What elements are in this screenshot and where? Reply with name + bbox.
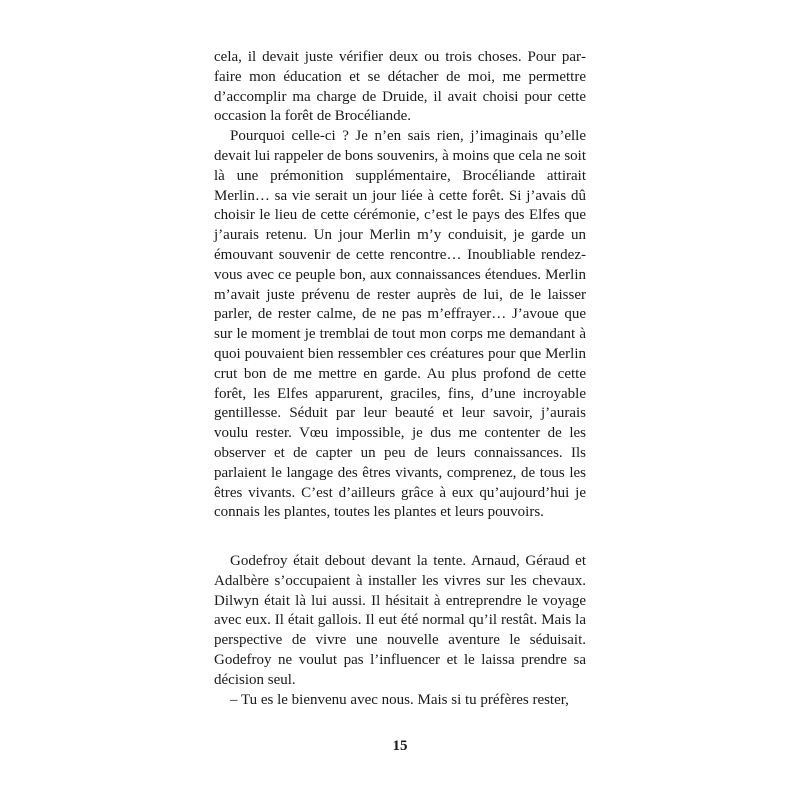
page-number: 15 (392, 738, 408, 754)
paragraph: Godefroy était debout devant la tente. Arnaud, Géraud et Adalbère s’occupaient à installer les vivres sur les chevaux. Dilwyn était là lui aussi. Il hésitait à entreprendre le voyage avec eux. Il était gallois. Il eut été normal qu’il restât. Mais la perspective de vivre une nouvelle aventure le séduisait. Godefroy ne voulut pas l’influencer et le laissa prendre sa décision seul. (214, 553, 586, 688)
text-section-1 (214, 48, 586, 523)
paragraph: Pourquoi celle-ci ? Je n’en sais rien, j’imaginais qu’elle devait lui rappeler de bons souvenirs, à moins que cela ne soit là une prémonition supplémentaire, Brocéliande attirait Merlin… sa vie serait un jour liée à cette forêt. Si j’avais dû choisir le lieu de cette cérémonie, c’est le pays des Elfes que j’aurais retenu. Un jour Merlin m’y conduisit, je garde un émouvant souvenir de cette rencontre… Inoubliable rendez-vous avec ce peuple bon, aux connaissances étendues. Merlin m’avait juste prévenu de rester auprès de lui, de le laisser parler, de rester calme, de ne pas m’effrayer… J’avoue que sur le moment je tremblai de tout mon corps me demandant à quoi pouvaient bien ressembler ces créatures pour que Merlin crut bon de me mettre en garde. Au plus profond de cette forêt, les Elfes apparurent, graciles, fins, d’une incroyable gentillesse. Séduit par leur beauté et leur savoir, j’aurais voulu rester. Vœu impossible, je dus me contenter de les observer et de capter un peu de leurs connaissances. Ils parlaient le langage des êtres vivants, comprenez, de tous les êtres vivants. C’est d’ailleurs grâce à eux qu’aujourd’hui je connais les plantes, toutes les plantes et leurs pouvoirs. (214, 128, 586, 521)
paragraph: – Tu es le bienvenu avec nous. Mais si tu préfères rester, (230, 691, 569, 708)
text-section-2 (214, 552, 586, 710)
paragraph: cela, il devait juste vérifier deux ou trois choses. Pour parfaire mon éducation et se détacher de moi, me permettre d’accomplir ma charge de Druide, il avait choisi pour cette occasion la forêt de Brocéliande. (214, 49, 586, 125)
